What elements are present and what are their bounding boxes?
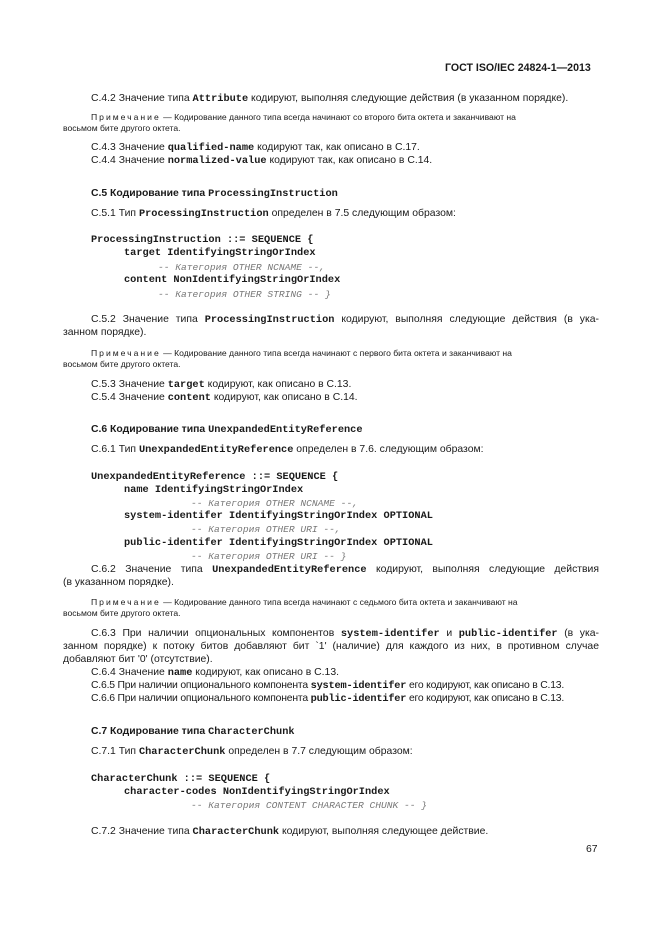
note-2 <box>91 348 599 359</box>
text: С.5.3 Значение <box>91 379 168 390</box>
code-comment: -- Категория CONTENT CHARACTER CHUNK -- } <box>191 800 428 811</box>
text: и <box>439 628 459 639</box>
paragraph-c42 <box>91 93 568 105</box>
text: С.7.1 Тип <box>91 746 139 757</box>
paragraph-c63 <box>91 628 599 640</box>
text: кодируют, выполняя следующие действия <box>366 564 599 575</box>
text: С.4.2 Значение типа <box>91 93 193 104</box>
note-1 <box>91 112 599 123</box>
page-number: 67 <box>586 844 598 855</box>
note-3 <box>91 597 599 608</box>
code-line: CharacterChunk ::= SEQUENCE { <box>91 773 271 785</box>
paragraph-c63-line2: занном порядке) к потоку битов добавляют бит `1' (наличие) для каждого из них, в противном случае <box>63 641 599 652</box>
code-comment: -- Категория OTHER NCNAME --, <box>158 262 325 273</box>
code-term: public-identifer <box>458 628 558 640</box>
paragraph-c62-line2: (в указанном порядке). <box>63 577 174 588</box>
note-3-line2: восьмом бите другого октета. <box>63 608 181 618</box>
heading-text: С.7 Кодирование типа <box>91 726 209 737</box>
paragraph-c66 <box>91 693 564 705</box>
code-comment: -- Категория OTHER STRING -- } <box>158 289 331 300</box>
text: С.4.4 Значение <box>91 155 168 166</box>
text: С.6.6 При наличии опционального компонента <box>91 693 311 704</box>
code-line: target IdentifyingStringOrIndex <box>124 247 316 259</box>
code-term: system-identifer <box>340 628 440 640</box>
paragraph-c71 <box>91 746 413 758</box>
text: С.6.1 Тип <box>91 444 139 455</box>
paragraph-c51 <box>91 208 456 220</box>
code-line: public-identifer IdentifyingStringOrIndex OPTIONAL <box>124 537 433 549</box>
section-heading-c6 <box>91 424 363 436</box>
paragraph-c43 <box>91 142 420 154</box>
text: кодируют, как описано в С.13. <box>192 667 339 678</box>
code-line: system-identifer IdentifyingStringOrIndex OPTIONAL <box>124 510 433 522</box>
heading-code: CharacterChunk <box>208 726 295 738</box>
note-text: — Кодирование данного типа всегда начинают с первого бита октета и заканчивают на <box>160 348 512 358</box>
code-term: qualified-name <box>167 142 255 154</box>
text: определен в 7.5 следующим образом: <box>268 208 456 219</box>
paragraph-c53 <box>91 379 351 391</box>
code-term: CharacterChunk <box>138 746 226 758</box>
note-label: Примечание <box>91 112 161 122</box>
text: его кодируют, как описано в С.13. <box>406 680 565 691</box>
section-heading-c7 <box>91 726 295 738</box>
text: определен в 7.6. следующим образом: <box>293 444 484 455</box>
heading-text: С.6 Кодирование типа <box>91 424 209 435</box>
text: С.6.3 При наличии опциональных компонентов <box>91 628 341 639</box>
text: С.5.1 Тип <box>91 208 139 219</box>
paragraph-c63-line3: добавляют бит '0' (отсутствие). <box>63 654 213 665</box>
code-term: normalized-value <box>167 155 267 167</box>
code-line: content NonIdentifyingStringOrIndex <box>124 274 341 286</box>
code-term: UnexpandedEntityReference <box>212 564 367 576</box>
heading-code: ProcessingInstruction <box>208 188 338 200</box>
code-term: name <box>167 667 193 679</box>
text: его кодируют, как описано в С.13. <box>406 693 565 704</box>
text: определен в 7.7 следующим образом: <box>225 746 413 757</box>
text: С.5.2 Значение типа <box>91 314 205 325</box>
note-text: — Кодирование данного типа всегда начинают с седьмого бита октета и заканчивают на <box>160 597 518 607</box>
text: С.7.2 Значение типа <box>91 826 193 837</box>
text: С.6.5 При наличии опционального компонента <box>91 680 311 691</box>
page-header: ГОСТ ISO/IEC 24824-1—2013 <box>445 62 591 74</box>
paragraph-c64 <box>91 667 339 679</box>
text: кодируют так, как описано в С.17. <box>254 142 420 153</box>
note-1-line2: восьмом бите другого октета. <box>63 123 181 133</box>
code-line: UnexpandedEntityReference ::= SEQUENCE { <box>91 471 339 483</box>
code-term: target <box>167 379 205 391</box>
code-line: name IdentifyingStringOrIndex <box>124 484 304 496</box>
heading-text: С.5 Кодирование типа <box>91 188 209 199</box>
code-term: content <box>167 392 211 404</box>
paragraph-c54 <box>91 392 358 404</box>
code-line: character-codes NonIdentifyingStringOrIndex <box>124 786 390 798</box>
text: кодируют, как описано в С.14. <box>210 392 358 403</box>
code-term: Attribute <box>192 93 249 105</box>
code-comment: -- Категория OTHER URI --, <box>191 524 341 535</box>
section-heading-c5 <box>91 188 338 200</box>
text: кодируют, выполняя следующие действия (в указанном порядке). <box>248 93 569 104</box>
text: (в ука- <box>557 628 600 639</box>
paragraph-c52-line2: занном порядке). <box>63 327 147 338</box>
code-term: system-identifer <box>310 680 407 692</box>
note-label: Примечание <box>91 597 161 607</box>
note-text: — Кодирование данного типа всегда начинают со второго бита октета и заканчивают на <box>160 112 516 122</box>
paragraph-c72 <box>91 826 488 838</box>
note-2-line2: восьмом бите другого октета. <box>63 359 181 369</box>
code-line: ProcessingInstruction ::= SEQUENCE { <box>91 234 314 246</box>
paragraph-c62 <box>91 564 599 576</box>
text: кодируют, выполняя следующие действия (в ука- <box>334 314 599 325</box>
paragraph-c44 <box>91 155 432 167</box>
code-comment: -- Категория OTHER URI -- } <box>191 551 347 562</box>
code-comment: -- Категория OTHER NCNAME --, <box>191 498 358 509</box>
code-term: ProcessingInstruction <box>138 208 269 220</box>
text: С.4.3 Значение <box>91 142 168 153</box>
paragraph-c65 <box>91 680 564 692</box>
text: С.6.4 Значение <box>91 667 168 678</box>
code-term: public-identifer <box>310 693 407 705</box>
code-term: ProcessingInstruction <box>204 314 335 326</box>
code-term: CharacterChunk <box>192 826 280 838</box>
paragraph-c52 <box>91 314 599 326</box>
text: кодируют так, как описано в С.14. <box>266 155 433 166</box>
text: кодируют, выполняя следующее действие. <box>279 826 489 837</box>
text: С.6.2 Значение типа <box>91 564 213 575</box>
text: кодируют, как описано в С.13. <box>204 379 352 390</box>
text: С.5.4 Значение <box>91 392 168 403</box>
paragraph-c61 <box>91 444 484 456</box>
code-term: UnexpandedEntityReference <box>138 444 294 456</box>
heading-code: UnexpandedEntityReference <box>208 424 363 436</box>
note-label: Примечание <box>91 348 161 358</box>
